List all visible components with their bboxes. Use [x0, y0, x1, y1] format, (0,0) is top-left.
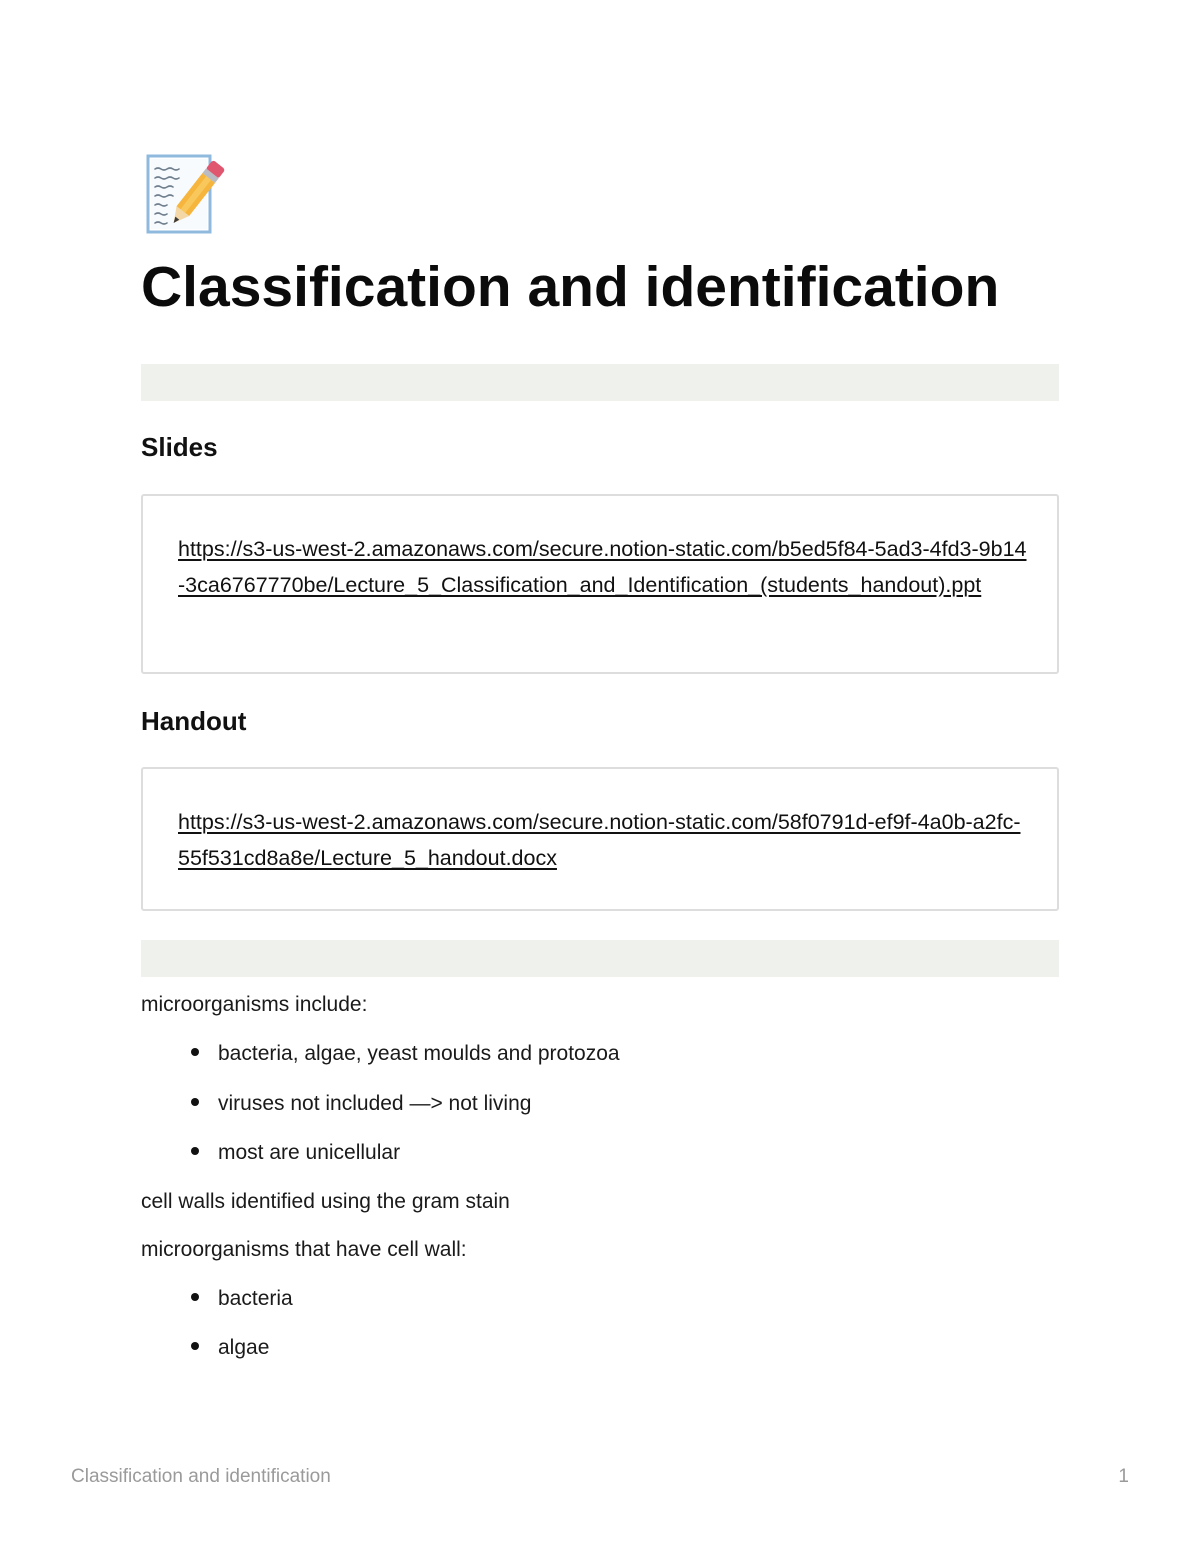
list-item-text: bacteria, algae, yeast moulds and protozoa — [218, 1042, 620, 1065]
bullet-icon — [191, 1293, 199, 1301]
slides-link[interactable]: https://s3-us-west-2.amazonaws.com/secure.notion-static.com/b5ed5f84-5ad3-4fd3-9b14-3ca6767770be/Lecture_5_Classification_and_Identification_(students_handout).ppt — [178, 537, 1027, 597]
handout-heading: Handout — [141, 706, 247, 736]
page-title: Classification and identification — [141, 255, 1000, 319]
list-item-text: bacteria — [218, 1287, 293, 1310]
list-item-text: algae — [218, 1336, 270, 1359]
list-item-text: most are unicellular — [218, 1141, 401, 1164]
cell-walls-line: cell walls identified using the gram stain — [141, 1190, 510, 1213]
list-item — [191, 1040, 620, 1068]
page-number: 1 — [1118, 1466, 1129, 1487]
divider-band — [141, 940, 1059, 977]
slides-heading: Slides — [141, 432, 218, 462]
microorganisms-intro: microorganisms include: — [141, 993, 368, 1016]
bullet-icon — [191, 1098, 199, 1106]
bullet-icon — [191, 1342, 199, 1350]
list-item — [191, 1090, 531, 1118]
slides-link-box — [141, 494, 1059, 674]
footer-title: Classification and identification — [71, 1466, 331, 1487]
list-item — [191, 1285, 293, 1313]
list-item — [191, 1139, 400, 1167]
bullet-icon — [191, 1147, 199, 1155]
bullet-icon — [191, 1048, 199, 1056]
handout-link[interactable]: https://s3-us-west-2.amazonaws.com/secure.notion-static.com/58f0791d-ef9f-4a0b-a2fc-55f531cd8a8e/Lecture_5_handout.docx — [178, 810, 1021, 870]
divider-band — [141, 364, 1059, 401]
handout-link-box — [141, 767, 1059, 911]
list-item-text: viruses not included —> not living — [218, 1092, 532, 1115]
cell-wall-intro: microorganisms that have cell wall: — [141, 1238, 467, 1261]
list-item — [191, 1334, 269, 1362]
memo-pencil-icon — [145, 153, 227, 235]
